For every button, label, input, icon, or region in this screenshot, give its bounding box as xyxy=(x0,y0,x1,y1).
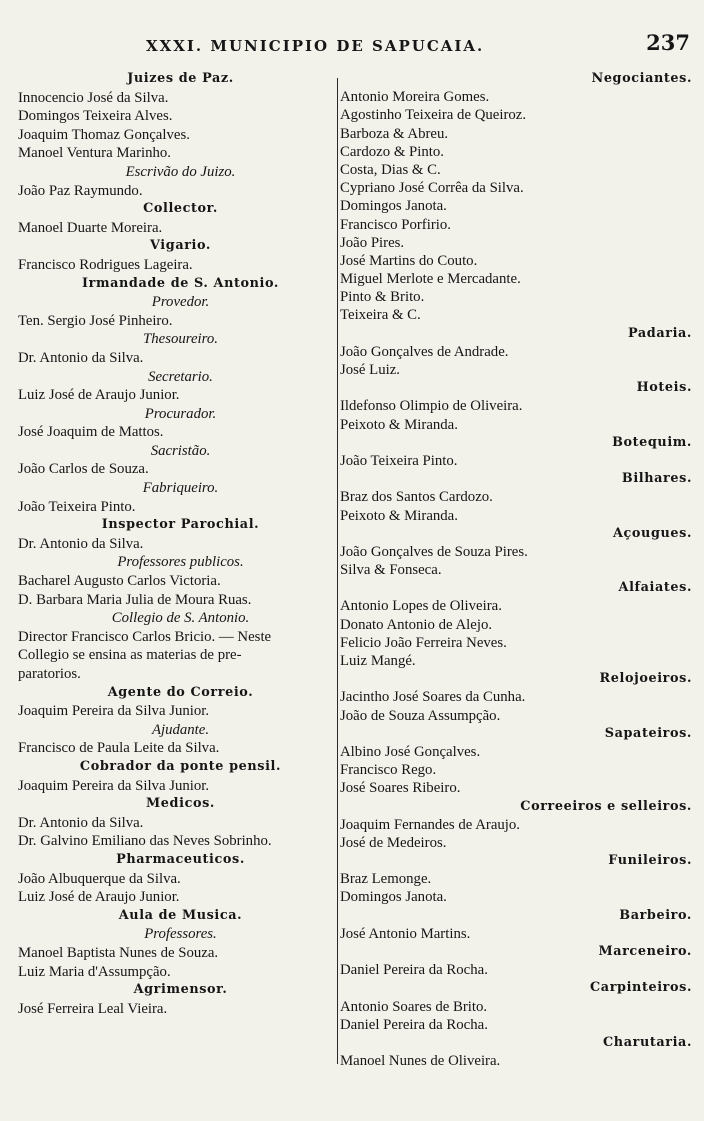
directory-entry: Francisco de Paula Leite da Silva. xyxy=(18,740,220,757)
directory-entry: Ten. Sergio José Pinheiro. xyxy=(18,312,173,329)
directory-entry: Peixoto & Miranda. xyxy=(340,416,458,433)
directory-entry: D. Barbara Maria Julia de Moura Ruas. xyxy=(18,591,252,608)
directory-entry: Braz Lemonge. xyxy=(340,871,432,888)
role-subheading: Professores publicos. xyxy=(117,554,244,571)
directory-entry: João Albuquerque da Silva. xyxy=(18,870,181,887)
directory-entry: Miguel Merlote e Mercadante. xyxy=(340,271,521,288)
directory-entry: João Teixeira Pinto. xyxy=(340,452,458,469)
directory-entry: Teixeira & C. xyxy=(340,307,421,324)
role-subheading: Fabriqueiro. xyxy=(142,480,219,497)
directory-entry: José Ferreira Leal Vieira. xyxy=(18,1000,168,1017)
directory-entry: Donato Antonio de Alejo. xyxy=(340,616,493,633)
section-heading: Irmandade de S. Antonio. xyxy=(82,275,279,291)
directory-entry: Albino José Gonçalves. xyxy=(340,743,481,760)
section-heading: Medicos. xyxy=(146,796,215,812)
column-divider xyxy=(337,78,338,1064)
section-heading: Botequim. xyxy=(612,434,692,450)
directory-entry: Domingos Janota. xyxy=(340,198,447,215)
section-heading: Aula de Musica. xyxy=(118,907,243,923)
directory-entry: José Soares Ribeiro. xyxy=(340,780,461,797)
directory-entry: Joaquim Pereira da Silva Junior. xyxy=(18,777,210,794)
directory-entry: Manoel Nunes de Oliveira. xyxy=(340,1053,501,1070)
page-number: 237 xyxy=(646,30,690,55)
section-heading: Sapateiros. xyxy=(604,725,692,741)
directory-entry: Director Francisco Carlos Bricio. — Neste xyxy=(18,628,272,645)
directory-entry: João Gonçalves de Souza Pires. xyxy=(340,543,528,560)
directory-entry: José de Medeiros. xyxy=(340,834,447,851)
section-heading: Açougues. xyxy=(612,525,692,541)
directory-entry: Luiz Mangé. xyxy=(340,653,416,669)
directory-entry: Antonio Soares de Brito. xyxy=(340,998,488,1015)
directory-entry: Antonio Moreira Gomes. xyxy=(340,89,490,106)
directory-entry: Pinto & Brito. xyxy=(340,289,425,306)
directory-entry: Agostinho Teixeira de Queiroz. xyxy=(340,107,527,124)
section-heading: Correeiros e selleiros. xyxy=(520,798,692,814)
directory-entry: José Joaquim de Mattos. xyxy=(18,424,164,441)
section-heading: Relojoeiros. xyxy=(599,671,692,687)
section-heading: Inspector Parochial. xyxy=(101,517,260,533)
directory-entry: Joaquim Thomaz Gonçalves. xyxy=(18,126,190,143)
directory-entry: Collegio se ensina as materias de pre- xyxy=(18,647,242,664)
section-heading: Negociantes. xyxy=(591,71,692,86)
section-heading: Collector. xyxy=(143,201,218,217)
directory-entry: Dr. Antonio da Silva. xyxy=(18,349,144,366)
directory-entry: Cypriano José Corrêa da Silva. xyxy=(340,180,524,197)
directory-entry: Dr. Antonio da Silva. xyxy=(18,814,144,831)
section-heading: Juizes de Paz. xyxy=(127,71,234,86)
section-heading: Funileiros. xyxy=(608,853,692,869)
directory-entry: Manoel Duarte Moreira. xyxy=(18,219,163,236)
directory-entry: Ildefonso Olimpio de Oliveira. xyxy=(340,398,523,415)
section-heading: Carpinteiros. xyxy=(590,980,692,996)
directory-entry: Costa, Dias & C. xyxy=(340,161,441,178)
directory-entry: Manoel Baptista Nunes de Souza. xyxy=(18,944,219,961)
directory-entry: João Carlos de Souza. xyxy=(18,461,149,478)
directory-entry: Peixoto & Miranda. xyxy=(340,507,458,524)
role-subheading: Provedor. xyxy=(151,294,210,311)
directory-entry: Luiz José de Araujo Junior. xyxy=(18,387,180,404)
role-subheading: Secretario. xyxy=(148,368,213,385)
directory-entry: Braz dos Santos Cardozo. xyxy=(340,489,493,506)
directory-entry: João Paz Raymundo. xyxy=(18,182,143,199)
directory-entry: José Antonio Martins. xyxy=(340,925,471,942)
directory-entry: Silva & Fonseca. xyxy=(340,562,442,579)
section-heading: Hoteis. xyxy=(636,380,692,396)
section-heading: Barbeiro. xyxy=(619,907,692,923)
section-heading: Charutaria. xyxy=(603,1034,692,1050)
directory-entry: Francisco Porfirio. xyxy=(340,216,451,233)
right-column xyxy=(340,70,700,1070)
directory-entry: Cardozo & Pinto. xyxy=(340,143,444,160)
directory-entry: Domingos Janota. xyxy=(340,889,447,906)
section-heading: Alfaiates. xyxy=(618,580,692,596)
section-heading: Agente do Correio. xyxy=(107,684,254,700)
section-heading: Agrimensor. xyxy=(133,982,228,998)
directory-entry: Luiz José de Araujo Junior. xyxy=(18,889,180,906)
directory-entry: Barboza & Abreu. xyxy=(340,125,449,142)
role-subheading: Ajudante. xyxy=(151,721,210,738)
directory-entry: Dr. Galvino Emiliano das Neves Sobrinho. xyxy=(18,833,272,850)
directory-entry: João Pires. xyxy=(340,234,405,251)
directory-entry: Jacintho José Soares da Cunha. xyxy=(340,689,526,706)
directory-entry: João Gonçalves de Andrade. xyxy=(340,343,509,360)
directory-entry: José Luiz. xyxy=(340,362,400,378)
directory-entry: José Martins do Couto. xyxy=(340,252,478,269)
directory-entry: Antonio Lopes de Oliveira. xyxy=(340,598,502,615)
directory-entry: Francisco Rego. xyxy=(340,762,437,779)
section-heading: Marceneiro. xyxy=(598,944,692,959)
left-column xyxy=(18,70,343,1018)
section-heading: Cobrador da ponte pensil. xyxy=(79,758,282,774)
directory-entry: Daniel Pereira da Rocha. xyxy=(340,962,488,979)
section-heading: Padaria. xyxy=(628,325,692,341)
role-subheading: Thesoureiro. xyxy=(143,331,218,348)
directory-entry: Manoel Ventura Marinho. xyxy=(18,145,172,162)
role-subheading: Sacristão. xyxy=(150,442,211,459)
directory-entry: paratorios. xyxy=(18,666,81,682)
section-heading: Bilhares. xyxy=(621,471,692,487)
directory-entry: Joaquim Pereira da Silva Junior. xyxy=(18,703,210,720)
directory-entry: Felicio João Ferreira Neves. xyxy=(340,634,507,651)
role-subheading: Procurador. xyxy=(144,405,217,422)
role-subheading: Escrivão do Juizo. xyxy=(125,163,236,180)
section-heading: Vigario. xyxy=(150,238,211,254)
directory-entry: Innocencio José da Silva. xyxy=(18,89,169,106)
directory-entry: Bacharel Augusto Carlos Victoria. xyxy=(18,573,221,590)
directory-entry: Luiz Maria d'Assumpção. xyxy=(18,963,171,980)
page-header xyxy=(140,30,700,60)
directory-entry: Dr. Antonio da Silva. xyxy=(18,535,144,552)
role-subheading: Collegio de S. Antonio. xyxy=(111,610,250,627)
section-heading: Pharmaceuticos. xyxy=(116,851,245,867)
directory-entry: Francisco Rodrigues Lageira. xyxy=(18,256,193,273)
directory-entry: Daniel Pereira da Rocha. xyxy=(340,1016,488,1033)
directory-entry: João de Souza Assumpção. xyxy=(340,707,501,724)
directory-entry: João Teixeira Pinto. xyxy=(18,498,136,515)
running-title: XXXI. MUNICIPIO DE SAPUCAIA. xyxy=(146,37,485,55)
directory-entry: Joaquim Fernandes de Araujo. xyxy=(340,816,520,833)
role-subheading: Professores. xyxy=(144,926,217,943)
directory-entry: Domingos Teixeira Alves. xyxy=(18,108,173,125)
